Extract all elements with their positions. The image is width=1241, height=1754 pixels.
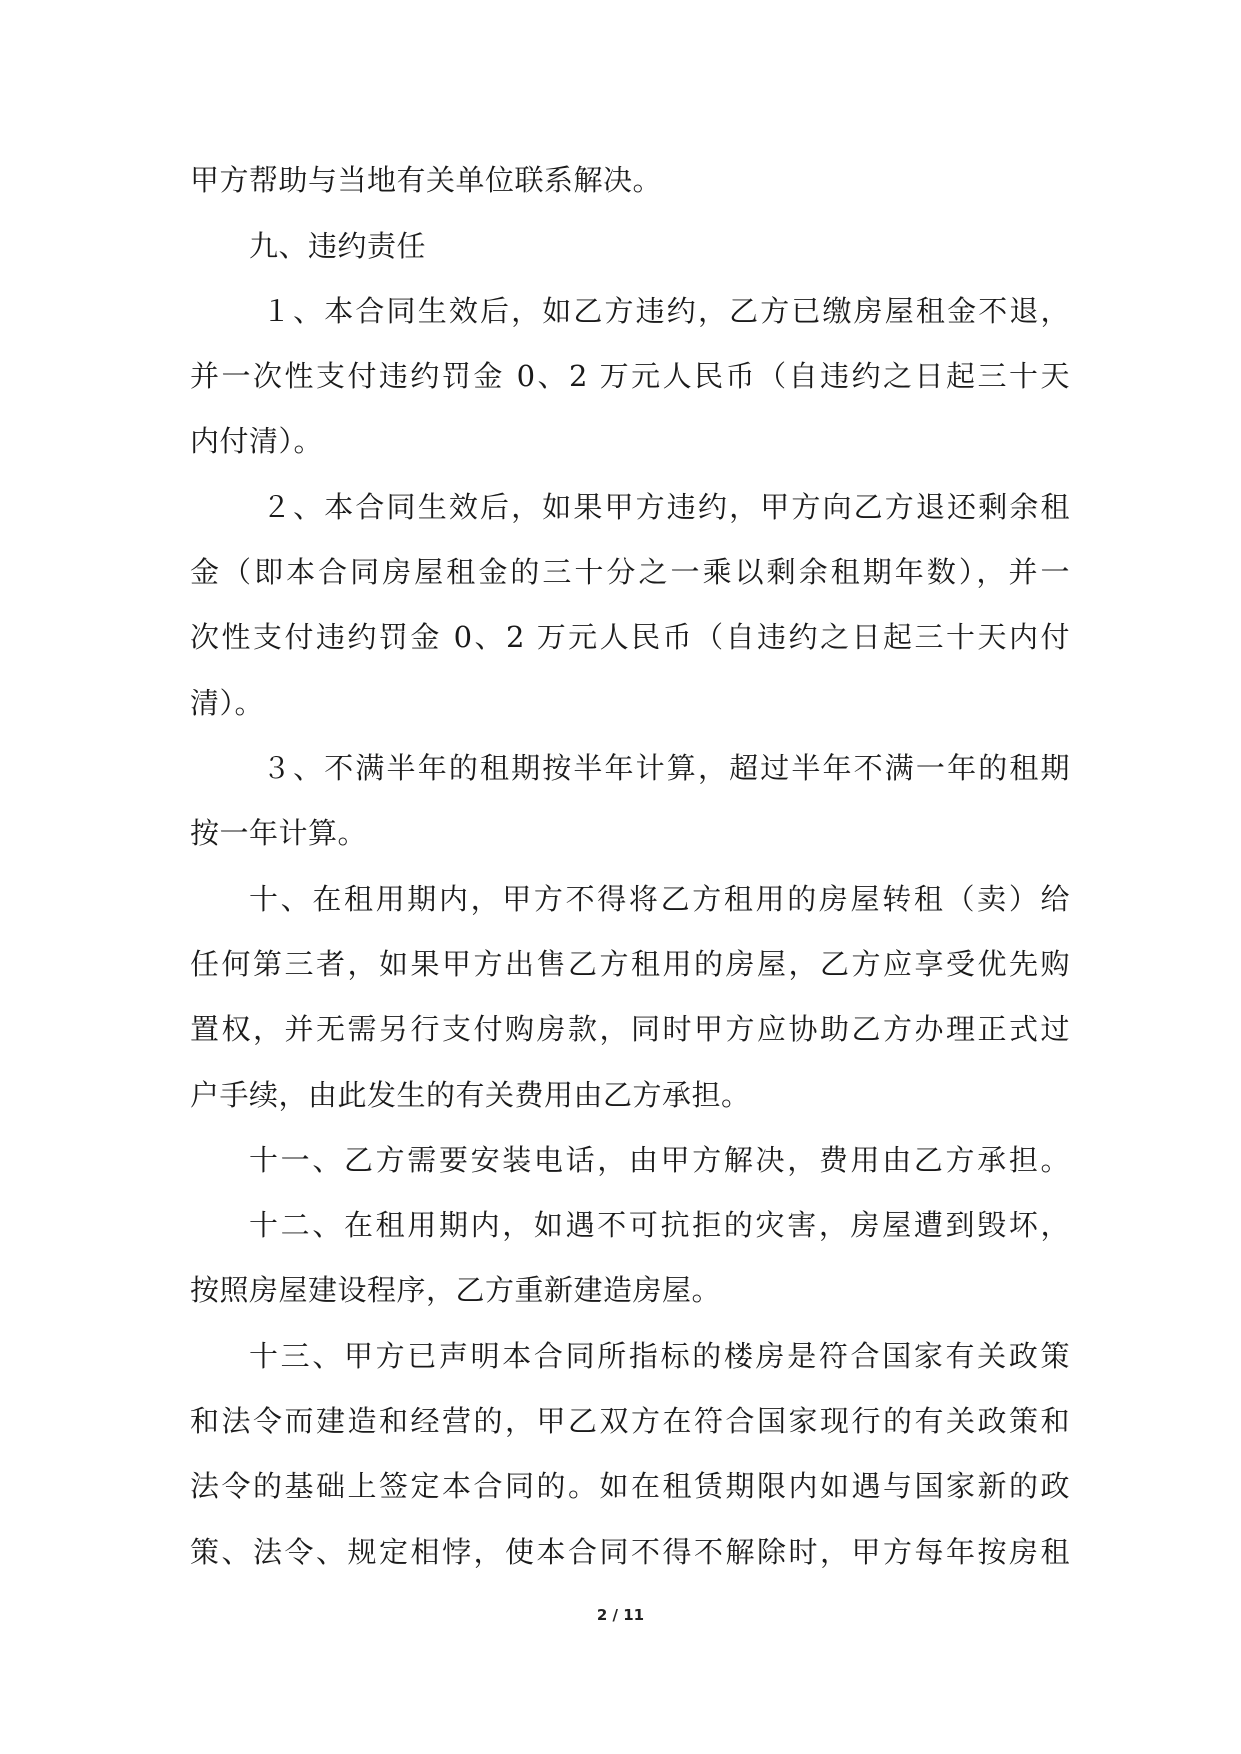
page-number: 2 / 11 (596, 1606, 645, 1624)
text-line: ３、不满半年的租期按半年计算，超过半年不满一年的租期 (262, 751, 1070, 785)
text-line: 甲方帮助与当地有关单位联系解决。 (190, 163, 663, 197)
text-line: 策、法令、规定相悖，使本合同不得不解除时，甲方每年按房租 (190, 1535, 1070, 1569)
text-line: 户手续，由此发生的有关费用由乙方承担。 (190, 1078, 751, 1112)
text-line: 按照房屋建设程序，乙方重新建造房屋。 (190, 1273, 722, 1307)
text-line: 十一、乙方需要安装电话，由甲方解决，费用由乙方承担。 (249, 1143, 1070, 1177)
text-line: １、本合同生效后，如乙方违约，乙方已缴房屋租金不退， (262, 294, 1070, 328)
text-line: 十二、在租用期内，如遇不可抗拒的灾害，房屋遭到毁坏， (249, 1208, 1070, 1242)
text-line: 置权，并无需另行支付购房款，同时甲方应协助乙方办理正式过 (190, 1012, 1070, 1046)
text-line: 按一年计算。 (190, 816, 368, 850)
text-line: 任何第三者，如果甲方出售乙方租用的房屋，乙方应享受优先购 (190, 947, 1070, 981)
text-line: 法令的基础上签定本合同的。如在租赁期限内如遇与国家新的政 (190, 1469, 1070, 1503)
section-heading: 九、违约责任 (249, 229, 427, 263)
text-line: 十、在租用期内，甲方不得将乙方租用的房屋转租（卖）给 (249, 882, 1070, 916)
text-line: 和法令而建造和经营的，甲乙双方在符合国家现行的有关政策和 (190, 1404, 1070, 1438)
text-line: 内付清）。 (190, 424, 324, 458)
text-line: 次性支付违约罚金 0、2 万元人民币（自违约之日起三十天内付 (190, 620, 1070, 654)
text-line: 金（即本合同房屋租金的三十分之一乘以剩余租期年数），并一 (190, 555, 1070, 589)
text-line: ２、本合同生效后，如果甲方违约，甲方向乙方退还剩余租 (262, 490, 1070, 524)
text-line: 十三、甲方已声明本合同所指标的楼房是符合国家有关政策 (249, 1339, 1070, 1373)
text-line: 并一次性支付违约罚金 0、2 万元人民币（自违约之日起三十天 (190, 359, 1070, 393)
text-line: 清）。 (190, 686, 265, 720)
